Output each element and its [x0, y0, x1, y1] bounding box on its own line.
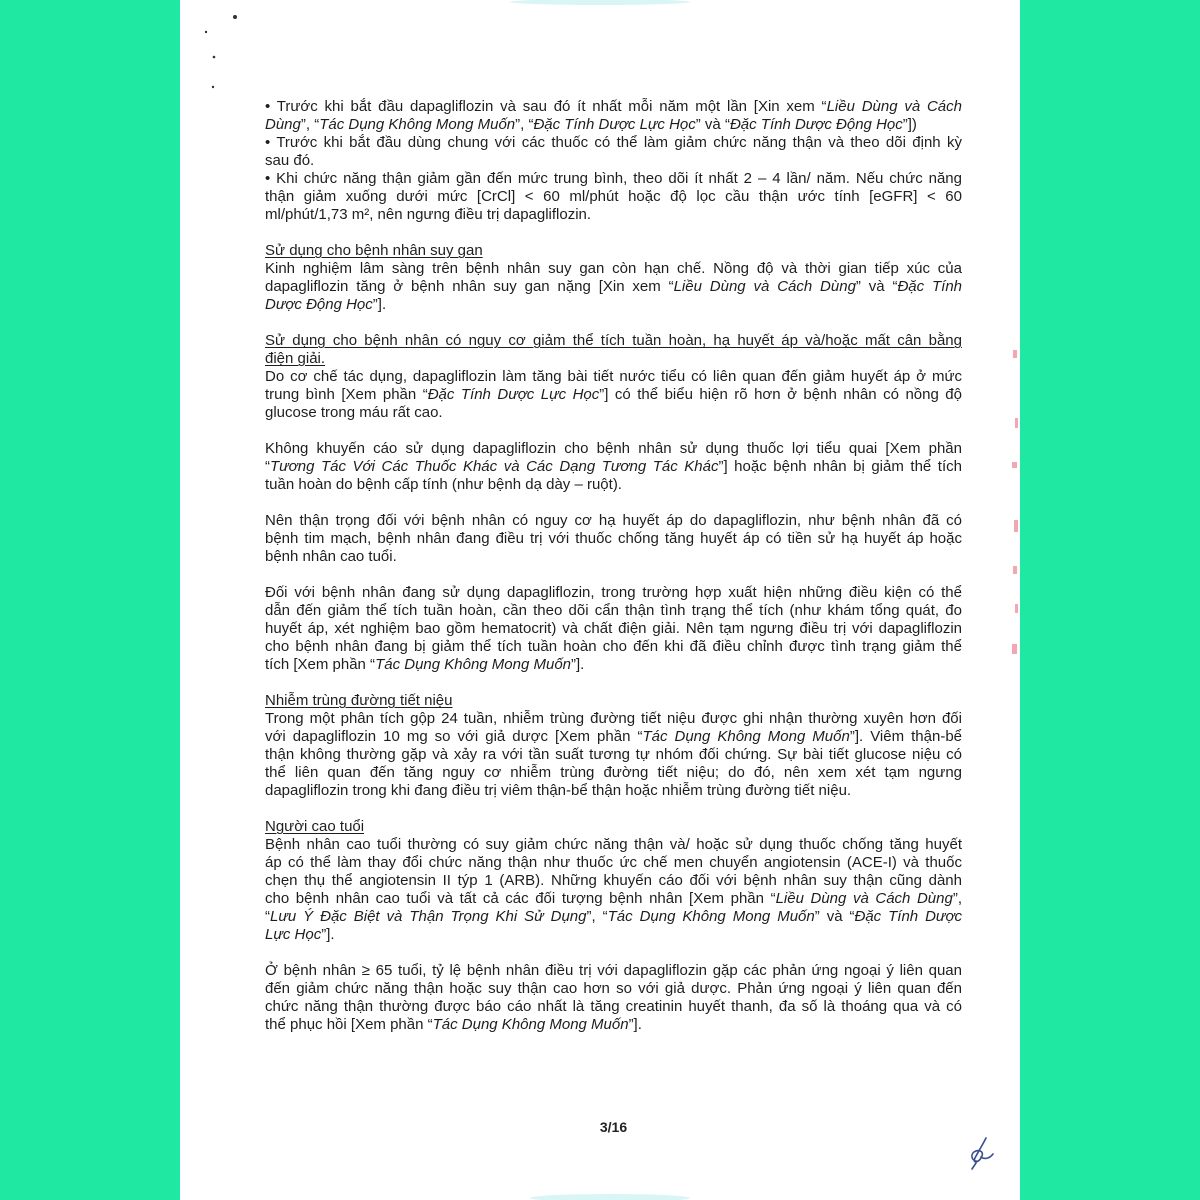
text-line	[265, 440, 962, 458]
text-run: điện giải.	[265, 350, 326, 367]
text-line	[265, 476, 962, 494]
text-run: ” và “	[855, 278, 898, 295]
text-run: ”].	[321, 926, 335, 943]
text-run: • Khi chức năng thận giảm gần đến mức trung bình, theo dõi ít nhất 2 – 4 lần/ năm. Nếu chức năng	[265, 170, 962, 187]
paragraph-block	[265, 962, 962, 1034]
text-run: ”] có thể biểu hiện rõ hơn ở bệnh nhân có nồng độ	[599, 386, 962, 403]
text-run: Do cơ chế tác dụng, dapagliflozin làm tăng bài tiết nước tiểu có liên quan đến giảm huyết áp ở mức	[265, 368, 962, 385]
text-run: Nên thận trọng đối với bệnh nhân có nguy cơ hạ huyết áp do dapagliflozin, như bệnh nhân đã có	[265, 512, 962, 529]
text-line	[265, 548, 962, 566]
text-run: Không khuyến cáo sử dụng dapagliflozin cho bệnh nhân sử dụng thuốc lợi tiểu quai [Xem phần	[265, 440, 962, 457]
section-heading	[265, 818, 962, 836]
text-line	[265, 602, 962, 620]
text-run: ”, “	[515, 116, 534, 133]
text-run: dapagliflozin trong khi đang điều trị viêm thận-bể thận hoặc nhiễm trùng đường tiết niệu.	[265, 782, 852, 799]
section-heading	[265, 350, 962, 368]
text-run: Nhiễm trùng đường tiết niệu	[265, 692, 453, 709]
text-line	[265, 890, 962, 908]
text-line	[265, 836, 962, 854]
text-line	[265, 728, 962, 746]
text-run: thể liên quan đến tăng nguy cơ nhiễm trùng đường tiết niệu; do đó, nên xem xét tạm ngưng	[265, 764, 962, 781]
text-run: ml/phút/1,73 m², nên ngưng điều trị dapagliflozin.	[265, 206, 592, 223]
text-line	[265, 908, 962, 926]
text-run: ”].	[571, 656, 585, 673]
section-reference: Lực Học	[265, 926, 322, 943]
text-line	[265, 116, 962, 134]
section-heading	[265, 332, 962, 350]
paragraph-block	[265, 512, 962, 566]
text-run: “	[265, 458, 270, 475]
text-line	[265, 854, 962, 872]
section-heading	[265, 242, 962, 260]
text-line	[265, 98, 962, 116]
text-run: bệnh nhân cao tuổi.	[265, 548, 397, 565]
section-heading	[265, 692, 962, 710]
text-run: ”])	[902, 116, 917, 133]
text-run: glucose trong máu rất cao.	[265, 404, 443, 421]
text-line	[265, 638, 962, 656]
section-reference: Đặc Tính Dược Lực Học	[533, 116, 696, 133]
text-line	[265, 512, 962, 530]
text-run: ”].	[628, 1016, 642, 1033]
section-reference: Liều Dùng và Cách	[826, 98, 962, 115]
section-reference: Tác Dụng Không Mong Muốn	[375, 656, 572, 673]
text-run: Người cao tuổi	[265, 818, 365, 835]
text-line	[265, 206, 962, 224]
section-reference: Đặc Tính Dược	[854, 908, 963, 925]
section-reference: Lưu Ý Đặc Biệt và Thận Trọng Khi Sử Dụng	[270, 908, 587, 925]
section-reference: Tác Dụng Không Mong Muốn	[319, 116, 516, 133]
text-run: Sử dụng cho bệnh nhân suy gan	[265, 242, 483, 259]
text-run: ”,	[952, 890, 962, 907]
text-line	[265, 746, 962, 764]
section-reference: Đặc Tính Dược Động Học	[729, 116, 903, 133]
text-run: • Trước khi bắt đầu dapagliflozin và sau đó ít nhất mỗi năm một lần [Xin xem “	[265, 98, 827, 115]
section-reference: Tương Tác Với Các Thuốc Khác và Các Dạng Tương Tác Khác	[270, 458, 719, 475]
text-line	[265, 404, 962, 422]
text-run: Sử dụng cho bệnh nhân có nguy cơ giảm thể tích tuần hoàn, hạ huyết áp và/hoặc mất cân bằng	[265, 332, 962, 349]
text-line	[265, 134, 962, 152]
section-reference: Liều Dùng và Cách Dùng	[775, 890, 953, 907]
text-run: “	[265, 908, 270, 925]
section-reference: Tác Dụng Không Mong Muốn	[432, 1016, 629, 1033]
text-run: dapagliflozin tăng ở bệnh nhân suy gan nặng [Xin xem “	[265, 278, 674, 295]
text-run: cho bệnh nhân đang bị giảm thể tích tuần hoàn cho đến khi đã điều chỉnh được tình trạng giảm thể	[265, 638, 962, 655]
text-run: Đối với bệnh nhân đang sử dụng dapagliflozin, trong trường hợp xuất hiện những điều kiện có thể	[265, 584, 962, 601]
text-line	[265, 386, 962, 404]
text-line	[265, 278, 962, 296]
section-reference: Tác Dụng Không Mong Muốn	[607, 908, 815, 925]
text-run: với dapagliflozin 10 mg so với giả dược [Xem phần “	[265, 728, 643, 745]
text-run: chẹn thụ thể angiotensin II týp 1 (ARB). Những khuyến cáo đối với bệnh nhân suy thận cũng dành	[265, 872, 962, 889]
text-line	[265, 170, 962, 188]
text-run: trung bình [Xem phần “	[265, 386, 428, 403]
text-run: chức năng thận thường được báo cáo nhất là tăng creatinin huyết thanh, đa số là thoáng qua và có	[265, 998, 962, 1015]
page-number: 3/16	[599, 1119, 628, 1135]
text-line	[265, 152, 962, 170]
text-line	[265, 530, 962, 548]
section	[265, 818, 962, 944]
text-run: bệnh tim mạch, bệnh nhân đang điều trị với thuốc chống tăng huyết áp có tiền sử hạ huyết áp hoặc	[265, 530, 962, 547]
text-run: ” và “	[695, 116, 730, 133]
text-run: thể phục hồi [Xem phần “	[265, 1016, 433, 1033]
text-line	[265, 656, 962, 674]
text-run: tuần hoàn do bệnh cấp tính (như bệnh dạ dày – ruột).	[265, 476, 622, 493]
text-run: áp có thể làm thay đổi chức năng thận như thuốc ức chế men chuyển angiotensin (ACE-I) và thuốc	[265, 854, 962, 871]
text-line	[265, 458, 962, 476]
paragraph-block	[265, 98, 962, 224]
text-run: ”] hoặc bệnh nhân bị giảm thể tích	[718, 458, 962, 475]
text-line	[265, 782, 962, 800]
text-line	[265, 998, 962, 1016]
section-reference: Liều Dùng và Cách Dùng	[673, 278, 856, 295]
section	[265, 332, 962, 422]
section	[265, 242, 962, 314]
text-run: sau đó.	[265, 152, 315, 169]
text-line	[265, 1016, 962, 1034]
text-run: cho bệnh nhân cao tuổi và tất cả các đối tượng bệnh nhân [Xem phần “	[265, 890, 776, 907]
section	[265, 692, 962, 800]
paragraph-block	[265, 584, 962, 674]
text-run: Trong một phân tích gộp 24 tuần, nhiễm trùng đường tiết niệu được ghi nhận thường xuyên hơn đối	[265, 710, 962, 727]
text-line	[265, 980, 962, 998]
section-reference: Dùng	[265, 116, 301, 133]
text-run: ”, “	[586, 908, 608, 925]
text-line	[265, 584, 962, 602]
text-line	[265, 926, 962, 944]
text-line	[265, 188, 962, 206]
section-reference: Dược Động Học	[265, 296, 373, 313]
text-line	[265, 710, 962, 728]
text-run: tích [Xem phần “	[265, 656, 376, 673]
text-run: Bệnh nhân cao tuổi thường có suy giảm chức năng thận và/ hoặc sử dụng thuốc chống tăng huyết	[265, 836, 962, 853]
section-reference: Đặc Tính Dược Lực Học	[427, 386, 600, 403]
section-reference: Tác Dụng Không Mong Muốn	[642, 728, 850, 745]
text-line	[265, 368, 962, 386]
section-reference: Đặc Tính	[897, 278, 963, 295]
text-run: • Trước khi bắt đầu dùng chung với các thuốc có thể làm giảm chức năng thận và theo dõi định kỳ	[265, 134, 962, 151]
text-run: ” và “	[814, 908, 855, 925]
text-line	[265, 620, 962, 638]
text-run: Ở bệnh nhân ≥ 65 tuổi, tỷ lệ bệnh nhân điều trị với dapagliflozin gặp các phản ứng ngoại ý liên quan	[265, 962, 962, 979]
text-run: thận không thường gặp và xảy ra với tần suất tương tự nhóm đối chứng. Sự bài tiết glucose niệu có	[265, 746, 962, 763]
text-run: Kinh nghiệm lâm sàng trên bệnh nhân suy gan còn hạn chế. Nồng độ và thời gian tiếp xúc của	[265, 260, 962, 277]
text-run: ”].	[372, 296, 387, 313]
text-line	[265, 764, 962, 782]
document-body	[265, 98, 962, 1034]
paragraph-block	[265, 440, 962, 494]
text-run: dẫn đến giảm thể tích tuần hoàn, cần theo dõi cẩn thận tình trạng thể tích (như khám tổng quát, đo	[265, 602, 962, 619]
text-line	[265, 296, 962, 314]
text-run: huyết áp, xét nghiệm bao gồm hematocrit) và chất điện giải. Nên tạm ngưng điều trị với dapagliflozin	[265, 620, 962, 637]
text-run: ”]. Viêm thận-bể	[849, 728, 962, 745]
text-line	[265, 260, 962, 278]
text-line	[265, 962, 962, 980]
text-line	[265, 872, 962, 890]
text-run: đến giảm chức năng thận hoặc suy thận cao hơn so với giả dược. Phản ứng ngoại ý liên quan đến	[265, 980, 962, 997]
text-run: thận giảm xuống dưới mức [CrCl] < 60 ml/phút hoặc độ lọc cầu thận ước tính [eGFR] < 60	[265, 188, 962, 205]
text-run: ”, “	[300, 116, 320, 133]
